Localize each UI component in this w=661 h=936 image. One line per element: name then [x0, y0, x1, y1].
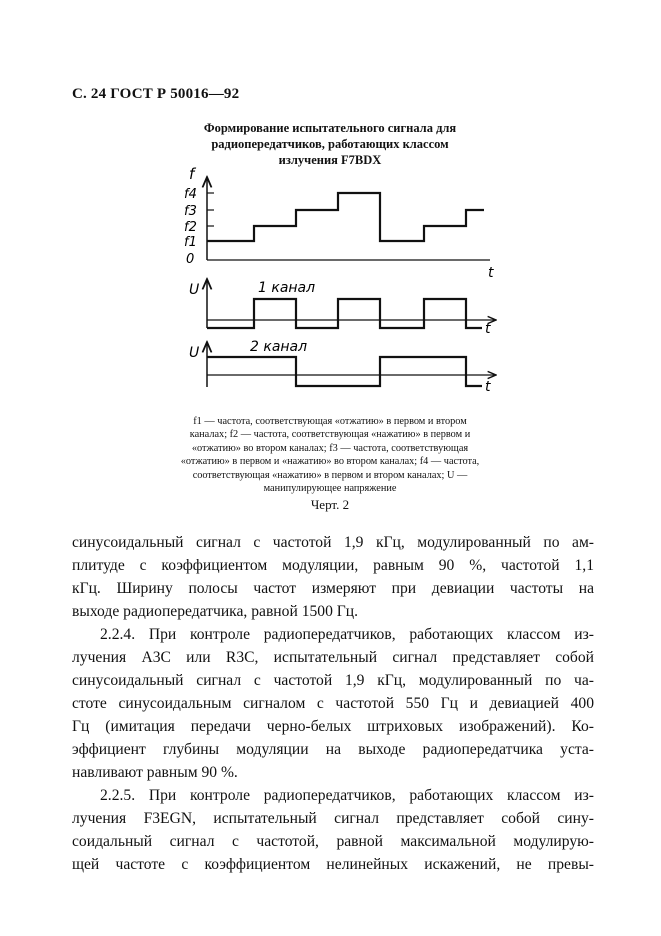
channel-1-waveform	[207, 299, 482, 328]
caption-line: манипулирующее напряжение	[263, 483, 397, 495]
figure-title	[180, 120, 480, 168]
figure-title-line: радиопередатчиков, работающих классом	[211, 137, 449, 151]
body-line: синусоидальный сигнал с частотой 1,9 кГц, модулированный по ам-	[72, 534, 594, 551]
body-line: соидальный сигнал с частотой, равной максимальной модулирую-	[72, 833, 594, 850]
caption-line: f1 — частота, соответствующая «отжатию» в первом и втором	[193, 416, 467, 427]
channel-2-panel	[189, 339, 496, 395]
channel-2-axis-label: U	[189, 345, 200, 361]
body-line: выходе радиопередатчика, равной 1500 Гц.	[72, 603, 359, 620]
body-line: эффициент глубины модуляции на выходе радиопередатчика уста-	[72, 741, 594, 758]
body-line: кГц. Ширину полосы частот измеряют при девиации частоты на	[72, 580, 594, 597]
page-header: С. 24 ГОСТ Р 50016—92	[72, 86, 240, 102]
figure-title-line: Формирование испытательного сигнала для	[203, 121, 457, 135]
body-line: лучения F3EGN, испытательный сигнал представляет собой сину-	[72, 810, 594, 827]
channel-1-axis-label: U	[189, 282, 200, 298]
body-line: 2.2.5. При контроле радиопередатчиков, работающих классом из-	[100, 787, 594, 804]
body-line: щей частоте с коэффициентом нелинейных искажений, не превы-	[72, 856, 594, 873]
figure-label: Черт. 2	[310, 497, 350, 512]
figure-caption	[174, 415, 486, 495]
tick-label-f2: f2	[184, 220, 197, 235]
body-line: навливают равным 90 %.	[72, 764, 238, 781]
body-line: Гц (имитация передачи черно-белых штриховых изображений). Ко-	[72, 718, 594, 735]
caption-line: «отжатию» в первом и «нажатию» во втором каналах; f4 — частота,	[180, 456, 480, 468]
signal-diagram	[180, 165, 500, 410]
body-line: синусоидальный сигнал с частотой 1,9 кГц, модулированный по ча-	[72, 672, 594, 689]
time-axis-label: t	[488, 265, 494, 281]
tick-label-f1: f1	[184, 235, 197, 250]
body-line: стоте синусоидальным сигналом с частотой 550 Гц и девиацией 400	[72, 695, 594, 712]
figure-title-line: излучения F7BDX	[278, 153, 382, 167]
frequency-axis-label: f	[189, 165, 195, 183]
body-line: лучения А3С или R3C, испытательный сигнал представляет собой	[72, 649, 594, 666]
body-text	[72, 531, 594, 876]
channel-1-time-label: t	[485, 321, 491, 337]
body-line: плитуде с коэффициентом модуляции, равным 90 %, частотой 1,1	[72, 557, 594, 574]
caption-line: соответствующая «нажатию» в первом и втором каналах; U —	[192, 469, 468, 481]
caption-line: каналах; f2 — частота, соответствующая «нажатию» в первом и	[189, 429, 471, 441]
body-line: 2.2.4. При контроле радиопередатчиков, работающих классом из-	[100, 626, 594, 643]
channel-1-label: 1 канал	[258, 280, 316, 296]
channel-2-label: 2 канал	[250, 339, 308, 355]
tick-label-f3: f3	[184, 204, 197, 219]
caption-line: «отжатию» во втором каналах; f3 — частота, соответствующая	[191, 442, 469, 454]
channel-1-panel	[189, 279, 496, 337]
tick-label-f4: f4	[184, 187, 197, 202]
tick-label-zero: 0	[186, 252, 195, 267]
channel-2-time-label: t	[485, 379, 491, 395]
channel-2-waveform	[207, 357, 482, 386]
frequency-panel	[184, 165, 494, 281]
frequency-waveform	[207, 193, 484, 241]
